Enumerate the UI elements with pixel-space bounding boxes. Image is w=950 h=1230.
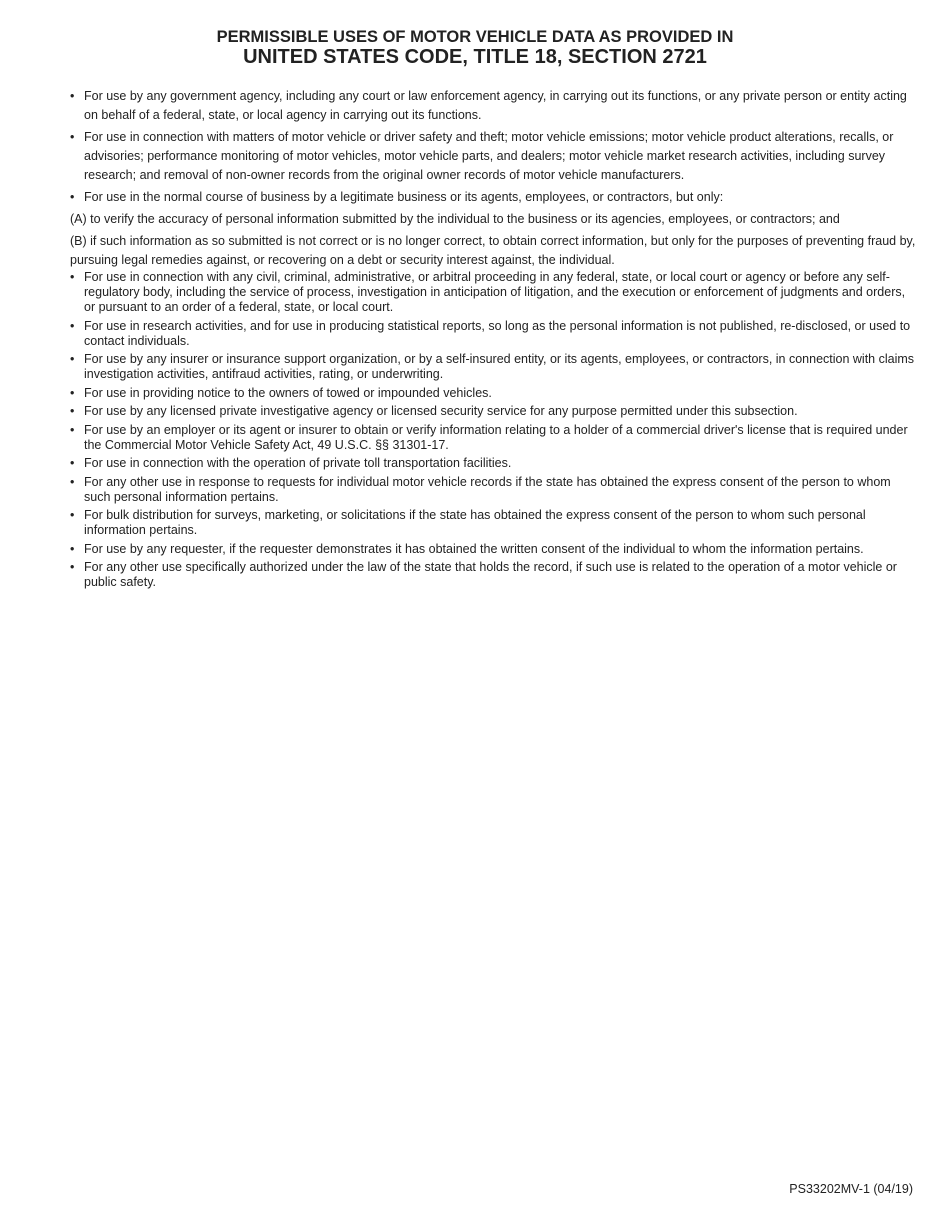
bullet-icon: •	[70, 508, 75, 522]
list-item	[70, 386, 918, 401]
list-item	[70, 404, 918, 419]
bullet-icon: •	[70, 385, 75, 400]
bullet-icon: •	[70, 352, 75, 366]
bullet-icon: •	[70, 318, 75, 333]
list-item	[70, 423, 918, 453]
list-item-text: For use in providing notice to the owners of towed or impounded vehicles.	[84, 385, 492, 400]
bullet-icon: •	[70, 130, 75, 144]
list-item	[70, 456, 918, 471]
list-item-text: For use in connection with any civil, criminal, administrative, or arbitral proceeding in any federal, state, or local court or agency or before any self-regulatory body, including the service of process, investigation in anticipation of litigation, and the execution or enforcement of judgments and orders, or pursuant to an order of a federal, state, or local court.	[84, 270, 906, 314]
sub-clause-a: (A) to verify the accuracy of personal information submitted by the individual to the business or its agencies, employees, or contractors; and	[70, 212, 840, 226]
list-item	[70, 87, 918, 125]
list-item-text: For use by any licensed private investigative agency or licensed security service for any purpose permitted under this subsection.	[84, 404, 798, 418]
list-item	[70, 270, 918, 315]
list-item	[70, 560, 918, 590]
permissible-uses-list-1	[70, 87, 918, 207]
bullet-icon: •	[70, 456, 75, 470]
list-item-text: For use by any requester, if the requester demonstrates it has obtained the written consent of the individual to whom the information pertains.	[84, 541, 864, 556]
list-item-text: For use in connection with matters of motor vehicle or driver safety and theft; motor vehicle emissions; motor vehicle product alterations, recalls, or advisories; performance monitoring of motor vehicles, motor vehicle parts, and dealers; motor vehicle market research activities, including survey research; and removal of non-owner records from the original owner records of motor vehicle manufacturers.	[84, 130, 894, 182]
bullet-icon: •	[70, 270, 75, 284]
document-title: PERMISSIBLE USES OF MOTOR VEHICLE DATA AS PROVIDED IN	[216, 28, 734, 46]
list-item	[70, 508, 918, 538]
list-item	[70, 319, 918, 349]
sub-clause-b: (B) if such information as so submitted is not correct or is no longer correct, to obtain correct information, but only for the purposes of preventing fraud by, pursuing legal remedies against, or recovering on a debt or security interest against, the individual.	[70, 234, 916, 267]
form-number: PS33202MV-1 (04/19)	[789, 1182, 913, 1196]
list-item	[70, 128, 918, 185]
list-item-text: For use by an employer or its agent or insurer to obtain or verify information relating to a holder of a commercial driver's license that is required under the Commercial Motor Vehicle Safety Act, 49 U.S.C. §§ 31301-17.	[84, 422, 908, 452]
bullet-icon: •	[70, 404, 75, 418]
list-item	[70, 475, 918, 505]
list-item-text: For bulk distribution for surveys, marketing, or solicitations if the state has obtained the express consent of the person to whom such personal information pertains.	[84, 508, 866, 537]
bullet-icon: •	[70, 560, 75, 574]
list-item	[70, 542, 918, 557]
list-item-text: For use by any government agency, including any court or law enforcement agency, in carrying out its functions, or any private person or entity acting on behalf of a federal, state, or local agency in carrying out its functions.	[84, 89, 907, 122]
list-item	[70, 352, 918, 382]
bullet-icon: •	[70, 422, 75, 437]
list-item-text: For use in connection with the operation of private toll transportation facilities.	[84, 456, 512, 470]
list-item-text: For any other use specifically authorized under the law of the state that holds the record, if such use is related to the operation of a motor vehicle or public safety.	[84, 560, 897, 589]
document-subtitle: UNITED STATES CODE, TITLE 18, SECTION 2721	[243, 46, 707, 68]
list-item-text: For use by any insurer or insurance support organization, or by a self-insured entity, or its agents, employees, or contractors, in connection with claims investigation activities, antifraud activities, rating, or underwriting.	[84, 352, 915, 381]
bullet-icon: •	[70, 89, 75, 103]
bullet-icon: •	[70, 474, 75, 489]
bullet-icon: •	[70, 541, 75, 556]
permissible-uses-content	[70, 87, 918, 594]
list-item	[70, 188, 918, 207]
permissible-uses-list-2	[70, 270, 918, 590]
list-item-text: For use in research activities, and for use in producing statistical reports, so long as the personal information is not published, re-disclosed, or used to contact individuals.	[84, 318, 911, 348]
list-item-text: For any other use in response to requests for individual motor vehicle records if the state has obtained the express consent of the person to whom such personal information pertains.	[84, 474, 891, 504]
list-item-text: For use in the normal course of business by a legitimate business or its agents, employees, or contractors, but only:	[84, 190, 724, 204]
bullet-icon: •	[70, 190, 75, 204]
